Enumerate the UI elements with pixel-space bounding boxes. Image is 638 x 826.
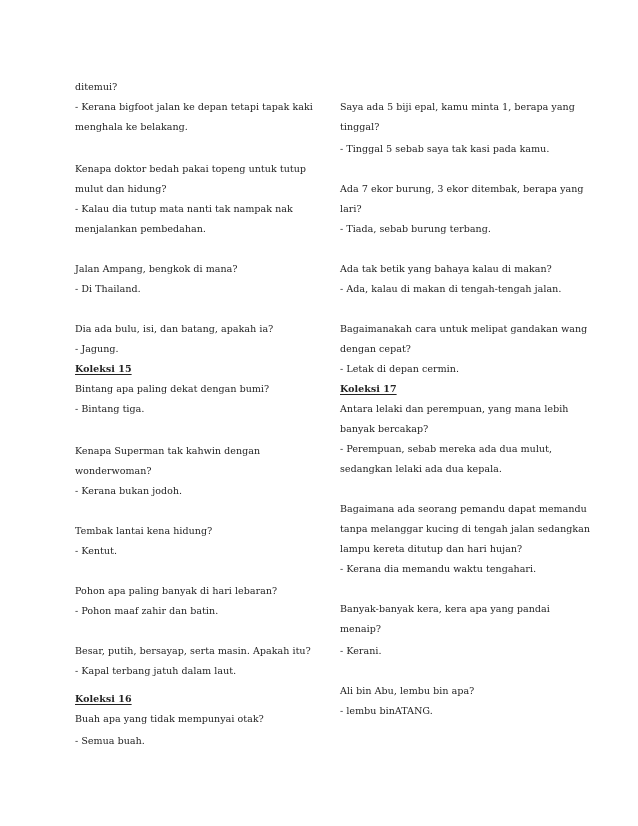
text-line: Antara lelaki dan perempuan, yang mana lebih bbox=[340, 404, 569, 415]
text-line: Kenapa Superman tak kahwin dengan bbox=[75, 446, 261, 457]
text-line: Tembak lantai kena hidung? bbox=[75, 526, 213, 537]
text-line: - Perempuan, sebab mereka ada dua mulut, bbox=[340, 444, 553, 455]
text-line: Jalan Ampang, bengkok di mana? bbox=[75, 264, 238, 275]
text-line: sedangkan lelaki ada dua kepala. bbox=[340, 464, 502, 475]
text-line: Kenapa doktor bedah pakai topeng untuk tutup bbox=[75, 164, 307, 175]
text-line: - Di Thailand. bbox=[75, 284, 141, 295]
text-line: lampu kereta ditutup dan hari hujan? bbox=[340, 544, 523, 555]
text-line: dengan cepat? bbox=[340, 344, 411, 355]
text-line: menaip? bbox=[340, 624, 381, 635]
text-line: Ada tak betik yang bahaya kalau di makan? bbox=[340, 264, 552, 275]
text-line: Ada 7 ekor burung, 3 ekor ditembak, berapa yang bbox=[340, 184, 584, 195]
text-line: - lembu binATANG. bbox=[340, 706, 433, 717]
text-line: wonderwoman? bbox=[75, 466, 152, 477]
text-line: - Kentut. bbox=[75, 546, 118, 557]
left-column bbox=[75, 0, 325, 826]
text-line: - Bintang tiga. bbox=[75, 404, 145, 415]
text-line: - Kerani. bbox=[340, 646, 382, 657]
text-line: Besar, putih, bersayap, serta masin. Apakah itu? bbox=[75, 646, 311, 657]
text-line: - Kapal terbang jatuh dalam laut. bbox=[75, 666, 237, 677]
text-line: tinggal? bbox=[340, 122, 380, 133]
text-line: Saya ada 5 biji epal, kamu minta 1, berapa yang bbox=[340, 102, 575, 113]
text-line: lari? bbox=[340, 204, 362, 215]
text-line: Pohon apa paling banyak di hari lebaran? bbox=[75, 586, 278, 597]
text-line: - Kerana bigfoot jalan ke depan tetapi tapak kaki bbox=[75, 102, 313, 113]
text-line: Dia ada bulu, isi, dan batang, apakah ia? bbox=[75, 324, 274, 335]
text-line: - Tiada, sebab burung terbang. bbox=[340, 224, 491, 235]
text-line: - Semua buah. bbox=[75, 736, 145, 747]
section-heading: Koleksi 16 bbox=[75, 694, 132, 705]
text-line: - Ada, kalau di makan di tengah-tengah jalan. bbox=[340, 284, 562, 295]
text-line: Ali bin Abu, lembu bin apa? bbox=[340, 686, 475, 697]
text-line: mulut dan hidung? bbox=[75, 184, 167, 195]
text-line: - Jagung. bbox=[75, 344, 119, 355]
text-line: Bintang apa paling dekat dengan bumi? bbox=[75, 384, 270, 395]
text-line: - Kerana dia memandu waktu tengahari. bbox=[340, 564, 537, 575]
text-line: Buah apa yang tidak mempunyai otak? bbox=[75, 714, 264, 725]
text-line: ditemui? bbox=[75, 82, 118, 93]
text-line: Bagaimanakah cara untuk melipat gandakan wang bbox=[340, 324, 588, 335]
text-line: - Pohon maaf zahir dan batin. bbox=[75, 606, 219, 617]
text-line: - Tinggal 5 sebab saya tak kasi pada kamu. bbox=[340, 144, 550, 155]
text-line: Bagaimana ada seorang pemandu dapat memandu bbox=[340, 504, 587, 515]
text-line: banyak bercakap? bbox=[340, 424, 429, 435]
text-line: - Kerana bukan jodoh. bbox=[75, 486, 183, 497]
text-line: - Letak di depan cermin. bbox=[340, 364, 460, 375]
text-line: Banyak-banyak kera, kera apa yang pandai bbox=[340, 604, 550, 615]
text-line: tanpa melanggar kucing di tengah jalan sedangkan bbox=[340, 524, 591, 535]
text-line: - Kalau dia tutup mata nanti tak nampak nak bbox=[75, 204, 293, 215]
text-line: menghala ke belakang. bbox=[75, 122, 188, 133]
section-heading: Koleksi 17 bbox=[340, 384, 397, 395]
right-column bbox=[340, 0, 591, 826]
section-heading: Koleksi 15 bbox=[75, 364, 132, 375]
text-line: menjalankan pembedahan. bbox=[75, 224, 206, 235]
